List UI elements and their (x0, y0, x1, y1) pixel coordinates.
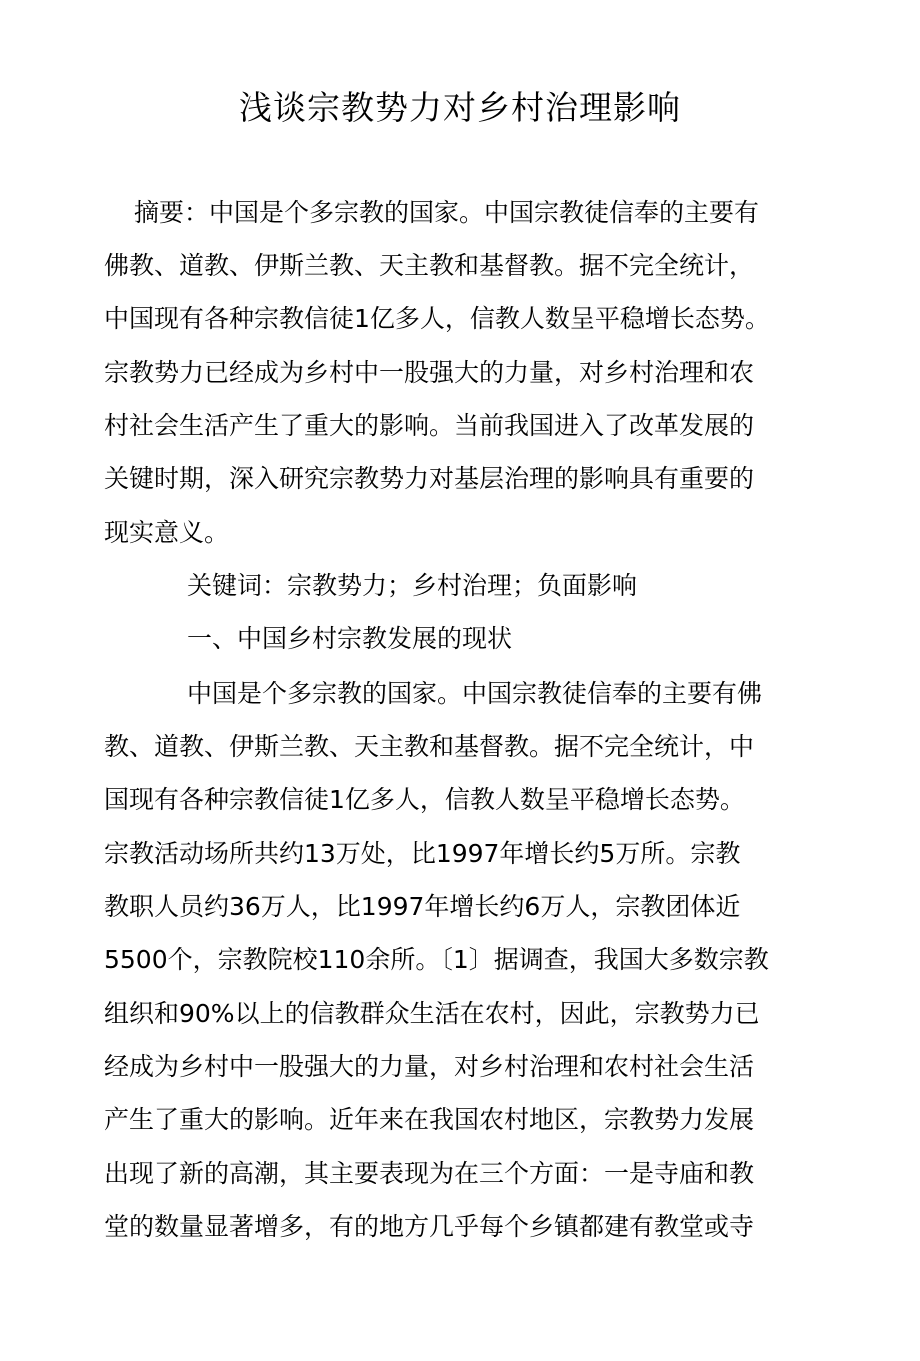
abstract-line: 佛教、道教、伊斯兰教、天主教和基督教。据不完全统计， (104, 251, 755, 280)
body-line: 堂的数量显著增多，有的地方几乎每个乡镇都建有教堂或寺 (104, 1212, 755, 1241)
body-line: 国现有各种宗教信徒1亿多人，信教人数呈平稳增长态势。 (104, 785, 745, 814)
body-line: 5500个，宗教院校110余所。〔1〕据调查，我国大多数宗教 (104, 945, 769, 974)
abstract-line: 关键时期，深入研究宗教势力对基层治理的影响具有重要的 (104, 464, 755, 493)
keywords-line: 关键词：宗教势力；乡村治理；负面影响 (187, 571, 638, 600)
abstract-line: 摘要：中国是个多宗教的国家。中国宗教徒信奉的主要有 (134, 198, 760, 227)
abstract-line: 中国现有各种宗教信徒1亿多人，信教人数呈平稳增长态势。 (104, 304, 770, 333)
body-line: 产生了重大的影响。近年来在我国农村地区，宗教势力发展 (104, 1105, 755, 1134)
document-title: 浅谈宗教势力对乡村治理影响 (239, 88, 681, 127)
body-line: 中国是个多宗教的国家。中国宗教徒信奉的主要有佛 (187, 679, 763, 708)
abstract-line: 现实意义。 (104, 518, 230, 547)
body-line: 教职人员约36万人，比1997年增长约6万人，宗教团体近 (104, 892, 741, 921)
body-line: 组织和90%以上的信教群众生活在农村，因此，宗教势力已 (104, 999, 760, 1028)
body-line: 经成为乡村中一股强大的力量，对乡村治理和农村社会生活 (104, 1052, 755, 1081)
body-line: 宗教活动场所共约13万处，比1997年增长约5万所。宗教 (104, 839, 741, 868)
body-line: 教、道教、伊斯兰教、天主教和基督教。据不完全统计，中 (104, 732, 755, 761)
section-heading: 一、中国乡村宗教发展的现状 (187, 624, 513, 653)
abstract-line: 宗教势力已经成为乡村中一股强大的力量，对乡村治理和农 (104, 358, 755, 387)
body-line: 出现了新的高潮，其主要表现为在三个方面：一是寺庙和教 (104, 1159, 755, 1188)
abstract-line: 村社会生活产生了重大的影响。当前我国进入了改革发展的 (104, 411, 755, 440)
